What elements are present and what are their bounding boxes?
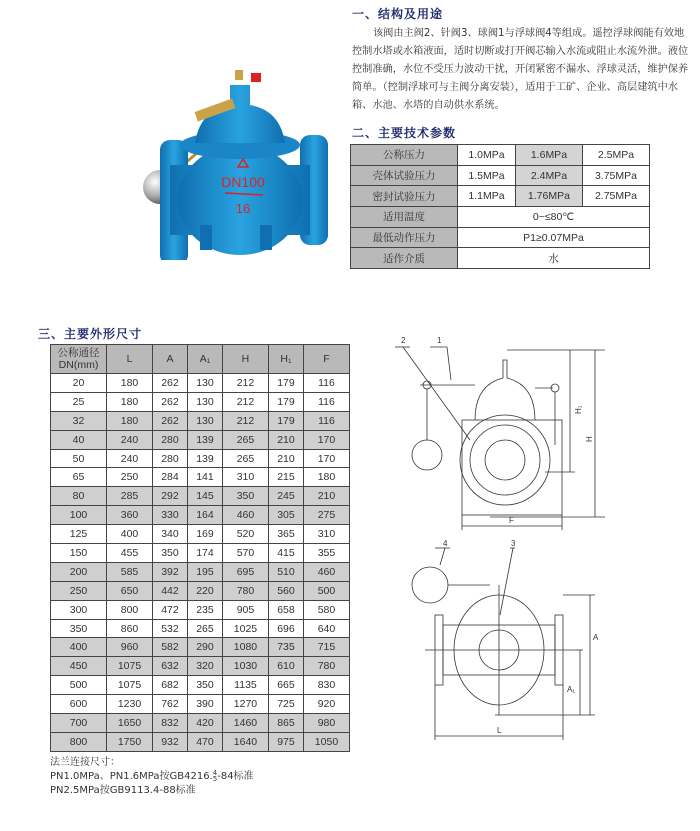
dims-header-row bbox=[51, 345, 350, 374]
dims-cell: 180 bbox=[303, 468, 349, 487]
dims-cell: 860 bbox=[107, 619, 153, 638]
dims-cell: 50 bbox=[51, 449, 107, 468]
column-header: A bbox=[153, 345, 188, 374]
dims-cell: 472 bbox=[153, 600, 188, 619]
column-header: 公称通径 DN(mm) bbox=[51, 345, 107, 374]
right-column bbox=[350, 6, 695, 269]
dims-cell: 1270 bbox=[222, 695, 268, 714]
label-l: L bbox=[497, 726, 502, 735]
dims-cell: 1080 bbox=[222, 638, 268, 657]
param-value: 1.1MPa bbox=[458, 186, 516, 207]
param-row bbox=[351, 227, 650, 248]
dims-cell: 780 bbox=[222, 581, 268, 600]
dims-cell: 350 bbox=[222, 487, 268, 506]
description-text: 该阀由主阀2、针阀3、球阀1与浮球阀4等组成。遥控浮球阀能有效地控制水塔或水箱液面，适时切断或打开阀芯输入水流或阻止水流外泄。液位控制准确，水位不受压力波动干扰，开闭紧密不漏水、浮球灵活，维护保养简单。（控制浮球可与主阀分离安装），适用于工矿、企业、高层建筑中水箱、水池、水塔的自动供水系统。 bbox=[352, 28, 689, 111]
dims-cell: 220 bbox=[187, 581, 222, 600]
dims-cell: 532 bbox=[153, 619, 188, 638]
dims-cell: 1230 bbox=[107, 695, 153, 714]
dims-cell: 300 bbox=[51, 600, 107, 619]
dims-cell: 150 bbox=[51, 544, 107, 563]
param-label: 适用温度 bbox=[351, 207, 458, 228]
dims-cell: 290 bbox=[187, 638, 222, 657]
frac-top: 4 bbox=[212, 768, 218, 777]
dims-cell: 520 bbox=[222, 525, 268, 544]
dims-cell: 865 bbox=[268, 714, 303, 733]
dims-cell: 116 bbox=[303, 411, 349, 430]
dims-cell: 400 bbox=[51, 638, 107, 657]
dims-row bbox=[51, 449, 350, 468]
dims-cell: 696 bbox=[268, 619, 303, 638]
dims-cell: 585 bbox=[107, 562, 153, 581]
dims-cell: 116 bbox=[303, 392, 349, 411]
param-label: 密封试验压力 bbox=[351, 186, 458, 207]
dims-cell: 355 bbox=[303, 544, 349, 563]
dims-row bbox=[51, 430, 350, 449]
dims-cell: 975 bbox=[268, 732, 303, 751]
param-value: 1.0MPa bbox=[458, 145, 516, 166]
dims-cell: 632 bbox=[153, 657, 188, 676]
label-a1: A₁ bbox=[567, 685, 576, 694]
dims-cell: 262 bbox=[153, 374, 188, 393]
column-header: H bbox=[222, 345, 268, 374]
param-row bbox=[351, 248, 650, 269]
dims-row bbox=[51, 657, 350, 676]
dims-cell: 905 bbox=[222, 600, 268, 619]
section2-heading: 二、主要技术参数 bbox=[352, 126, 457, 140]
label-a: A bbox=[593, 633, 599, 642]
notes-title: 法兰连接尺寸： bbox=[50, 756, 120, 768]
dimensions-table bbox=[50, 344, 350, 752]
dims-row bbox=[51, 676, 350, 695]
flange-notes bbox=[50, 756, 358, 798]
dims-cell: 179 bbox=[268, 392, 303, 411]
dims-cell: 170 bbox=[303, 449, 349, 468]
dims-cell: 610 bbox=[268, 657, 303, 676]
dims-cell: 20 bbox=[51, 374, 107, 393]
dims-cell: 141 bbox=[187, 468, 222, 487]
dims-cell: 210 bbox=[303, 487, 349, 506]
label-f: F bbox=[509, 516, 514, 525]
section3-heading: 三、主要外形尺寸 bbox=[38, 327, 143, 341]
dims-cell: 460 bbox=[222, 506, 268, 525]
dims-cell: 180 bbox=[107, 411, 153, 430]
dims-cell: 305 bbox=[268, 506, 303, 525]
label-2: 2 bbox=[401, 336, 406, 345]
label-h1: H₁ bbox=[574, 405, 583, 414]
dims-cell: 310 bbox=[303, 525, 349, 544]
dims-cell: 420 bbox=[187, 714, 222, 733]
dims-cell: 390 bbox=[187, 695, 222, 714]
dims-cell: 32 bbox=[51, 411, 107, 430]
dims-cell: 25 bbox=[51, 392, 107, 411]
dims-cell: 169 bbox=[187, 525, 222, 544]
dims-cell: 174 bbox=[187, 544, 222, 563]
dims-row bbox=[51, 544, 350, 563]
dims-cell: 240 bbox=[107, 449, 153, 468]
param-value: 2.75MPa bbox=[582, 186, 649, 207]
dims-cell: 250 bbox=[51, 581, 107, 600]
dims-cell: 1640 bbox=[222, 732, 268, 751]
dims-cell: 640 bbox=[303, 619, 349, 638]
dims-cell: 455 bbox=[107, 544, 153, 563]
param-value: 0~≤80℃ bbox=[458, 207, 650, 228]
dims-cell: 932 bbox=[153, 732, 188, 751]
dims-cell: 800 bbox=[107, 600, 153, 619]
front-view-drawing bbox=[395, 330, 610, 535]
dims-cell: 235 bbox=[187, 600, 222, 619]
dims-cell: 280 bbox=[153, 430, 188, 449]
valve-photo bbox=[135, 55, 345, 260]
label-4: 4 bbox=[443, 540, 448, 548]
dims-cell: 179 bbox=[268, 374, 303, 393]
dims-row bbox=[51, 619, 350, 638]
param-label: 最低动作压力 bbox=[351, 227, 458, 248]
param-value: 1.6MPa bbox=[515, 145, 582, 166]
dims-cell: 200 bbox=[51, 562, 107, 581]
dims-cell: 125 bbox=[51, 525, 107, 544]
dims-cell: 450 bbox=[51, 657, 107, 676]
marking-pn: 16 bbox=[235, 201, 251, 216]
param-value: 1.5MPa bbox=[458, 165, 516, 186]
dims-cell: 262 bbox=[153, 392, 188, 411]
dims-cell: 215 bbox=[268, 468, 303, 487]
frac-bottom: 5 bbox=[212, 774, 218, 783]
dims-cell: 265 bbox=[222, 449, 268, 468]
dims-cell: 265 bbox=[187, 619, 222, 638]
notes-line1-b: -84标准 bbox=[217, 770, 254, 782]
dims-cell: 470 bbox=[187, 732, 222, 751]
dims-cell: 65 bbox=[51, 468, 107, 487]
dims-cell: 212 bbox=[222, 392, 268, 411]
dims-cell: 1750 bbox=[107, 732, 153, 751]
dims-cell: 195 bbox=[187, 562, 222, 581]
label-1: 1 bbox=[437, 336, 442, 345]
dims-cell: 365 bbox=[268, 525, 303, 544]
dims-row bbox=[51, 411, 350, 430]
dims-cell: 180 bbox=[107, 392, 153, 411]
dims-cell: 350 bbox=[187, 676, 222, 695]
dims-cell: 284 bbox=[153, 468, 188, 487]
dims-row bbox=[51, 506, 350, 525]
marking-dn: DN100 bbox=[221, 174, 265, 190]
dims-row bbox=[51, 600, 350, 619]
param-label: 壳体试验压力 bbox=[351, 165, 458, 186]
param-row bbox=[351, 207, 650, 228]
dims-cell: 658 bbox=[268, 600, 303, 619]
param-value: P1≥0.07MPa bbox=[458, 227, 650, 248]
dims-cell: 212 bbox=[222, 411, 268, 430]
tech-params-table bbox=[350, 144, 650, 269]
param-value: 2.4MPa bbox=[515, 165, 582, 186]
dims-row bbox=[51, 392, 350, 411]
dims-row bbox=[51, 562, 350, 581]
dims-cell: 695 bbox=[222, 562, 268, 581]
notes-line1 bbox=[50, 770, 358, 784]
dims-cell: 130 bbox=[187, 392, 222, 411]
dims-cell: 682 bbox=[153, 676, 188, 695]
dims-cell: 164 bbox=[187, 506, 222, 525]
dims-cell: 245 bbox=[268, 487, 303, 506]
dims-cell: 1650 bbox=[107, 714, 153, 733]
dims-cell: 285 bbox=[107, 487, 153, 506]
dims-cell: 832 bbox=[153, 714, 188, 733]
dims-cell: 250 bbox=[107, 468, 153, 487]
dims-cell: 1030 bbox=[222, 657, 268, 676]
column-header: L bbox=[107, 345, 153, 374]
dims-cell: 179 bbox=[268, 411, 303, 430]
dims-cell: 350 bbox=[153, 544, 188, 563]
dims-cell: 130 bbox=[187, 411, 222, 430]
dims-cell: 80 bbox=[51, 487, 107, 506]
dims-cell: 600 bbox=[51, 695, 107, 714]
dims-cell: 510 bbox=[268, 562, 303, 581]
section1-description bbox=[352, 25, 692, 115]
dims-cell: 580 bbox=[303, 600, 349, 619]
dims-cell: 500 bbox=[51, 676, 107, 695]
float-ball-outline bbox=[412, 567, 448, 603]
dims-cell: 292 bbox=[153, 487, 188, 506]
dims-row bbox=[51, 487, 350, 506]
notes-line1-a: PN1.0MPa、PN1.6MPa按GB4216. bbox=[50, 770, 213, 782]
label-3: 3 bbox=[511, 540, 516, 548]
side-view-drawing bbox=[395, 540, 605, 745]
dims-cell: 800 bbox=[51, 732, 107, 751]
section1-heading: 一、结构及用途 bbox=[352, 7, 444, 21]
dims-cell: 650 bbox=[107, 581, 153, 600]
dims-row bbox=[51, 732, 350, 751]
dims-cell: 130 bbox=[187, 374, 222, 393]
dims-cell: 180 bbox=[107, 374, 153, 393]
dims-row bbox=[51, 695, 350, 714]
param-row bbox=[351, 165, 650, 186]
dims-cell: 442 bbox=[153, 581, 188, 600]
dims-cell: 310 bbox=[222, 468, 268, 487]
dims-cell: 280 bbox=[153, 449, 188, 468]
dims-row bbox=[51, 581, 350, 600]
dims-cell: 735 bbox=[268, 638, 303, 657]
param-label: 公称压力 bbox=[351, 145, 458, 166]
dims-cell: 320 bbox=[187, 657, 222, 676]
dims-cell: 1075 bbox=[107, 676, 153, 695]
dims-row bbox=[51, 714, 350, 733]
param-value: 1.76MPa bbox=[515, 186, 582, 207]
dims-cell: 415 bbox=[268, 544, 303, 563]
dims-cell: 40 bbox=[51, 430, 107, 449]
dims-cell: 392 bbox=[153, 562, 188, 581]
dims-cell: 265 bbox=[222, 430, 268, 449]
dims-cell: 275 bbox=[303, 506, 349, 525]
dims-row bbox=[51, 525, 350, 544]
dims-cell: 360 bbox=[107, 506, 153, 525]
notes-line2: PN2.5MPa按GB9113.4-88标准 bbox=[50, 784, 196, 796]
dims-cell: 145 bbox=[187, 487, 222, 506]
dims-cell: 139 bbox=[187, 449, 222, 468]
dims-cell: 500 bbox=[303, 581, 349, 600]
dims-cell: 560 bbox=[268, 581, 303, 600]
param-value: 2.5MPa bbox=[582, 145, 649, 166]
dims-cell: 762 bbox=[153, 695, 188, 714]
dims-cell: 1025 bbox=[222, 619, 268, 638]
dims-cell: 1075 bbox=[107, 657, 153, 676]
dims-cell: 400 bbox=[107, 525, 153, 544]
dims-cell: 665 bbox=[268, 676, 303, 695]
dims-cell: 240 bbox=[107, 430, 153, 449]
label-h: H bbox=[585, 436, 594, 442]
column-header: H₁ bbox=[268, 345, 303, 374]
dims-cell: 460 bbox=[303, 562, 349, 581]
dims-cell: 700 bbox=[51, 714, 107, 733]
dims-cell: 139 bbox=[187, 430, 222, 449]
dims-cell: 170 bbox=[303, 430, 349, 449]
dims-cell: 340 bbox=[153, 525, 188, 544]
dims-cell: 582 bbox=[153, 638, 188, 657]
float-ball-outline bbox=[412, 440, 442, 470]
dims-cell: 262 bbox=[153, 411, 188, 430]
column-header: A₁ bbox=[187, 345, 222, 374]
column-header: F bbox=[303, 345, 349, 374]
dims-cell: 100 bbox=[51, 506, 107, 525]
dims-cell: 330 bbox=[153, 506, 188, 525]
dims-cell: 210 bbox=[268, 449, 303, 468]
dims-row bbox=[51, 638, 350, 657]
dims-cell: 725 bbox=[268, 695, 303, 714]
dims-cell: 212 bbox=[222, 374, 268, 393]
dims-cell: 570 bbox=[222, 544, 268, 563]
dims-cell: 830 bbox=[303, 676, 349, 695]
dims-cell: 350 bbox=[51, 619, 107, 638]
dims-cell: 116 bbox=[303, 374, 349, 393]
param-value: 3.75MPa bbox=[582, 165, 649, 186]
dims-cell: 980 bbox=[303, 714, 349, 733]
left-column bbox=[38, 326, 358, 798]
dims-row bbox=[51, 468, 350, 487]
dims-cell: 780 bbox=[303, 657, 349, 676]
param-label: 适作介质 bbox=[351, 248, 458, 269]
param-row bbox=[351, 145, 650, 166]
dims-cell: 1050 bbox=[303, 732, 349, 751]
param-row bbox=[351, 186, 650, 207]
dims-cell: 1135 bbox=[222, 676, 268, 695]
dims-cell: 920 bbox=[303, 695, 349, 714]
dims-row bbox=[51, 374, 350, 393]
dims-cell: 960 bbox=[107, 638, 153, 657]
dims-cell: 210 bbox=[268, 430, 303, 449]
dims-cell: 1460 bbox=[222, 714, 268, 733]
dims-cell: 715 bbox=[303, 638, 349, 657]
param-value: 水 bbox=[458, 248, 650, 269]
